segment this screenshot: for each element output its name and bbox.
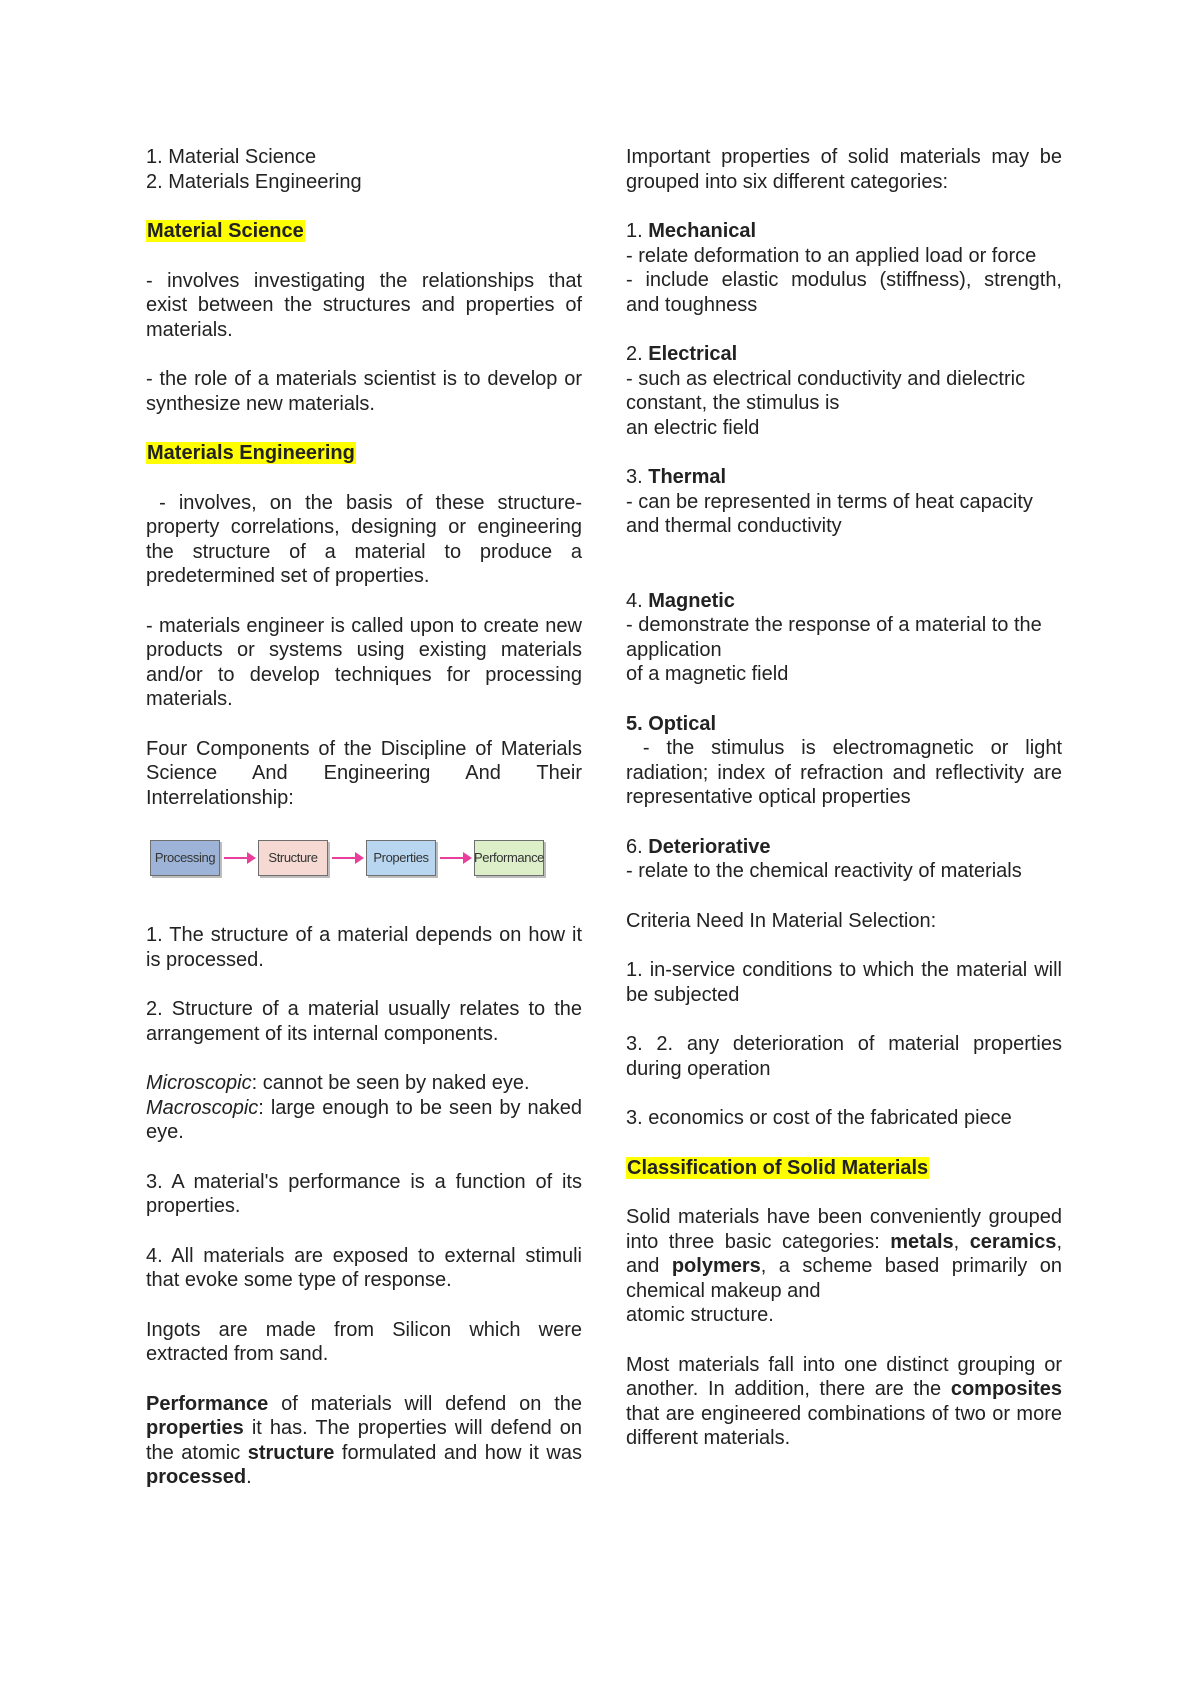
- electrical-line-2: an electric field: [626, 416, 760, 439]
- title-text: Mechanical: [648, 220, 757, 242]
- text: that are engineered combinations of two or more different materials.: [626, 1402, 1062, 1449]
- criteria-item-2: 3. 2. any deterioration of material properties during operation: [626, 1033, 1062, 1080]
- classification-paragraph: [626, 1205, 1062, 1303]
- text: , and: [626, 1230, 1062, 1277]
- text: Most materials fall into one distinct grouping or another. In addition, there are the: [626, 1353, 1062, 1400]
- number: 6.: [626, 835, 649, 858]
- arrow-right-icon: [436, 840, 474, 876]
- thermal-line-1: - can be represented in terms of heat capacity and thermal conductivity: [626, 490, 1033, 537]
- properties-box: Properties: [366, 840, 436, 876]
- materials-engineering-paragraph-1: - involves, on the basis of these structure-property correlations, designing or engineering the structure of a material to produce a predetermined set of properties.: [146, 491, 588, 587]
- electrical-line-1: - such as electrical conductivity and dielectric constant, the stimulus is: [626, 367, 1026, 414]
- properties-intro: Important properties of solid materials may be grouped into six different categories:: [626, 146, 1062, 193]
- bold-term: processed: [146, 1466, 247, 1488]
- title-text: Deteriorative: [648, 835, 771, 858]
- arrow-right-icon: [328, 840, 366, 876]
- point-1: 1. The structure of a material depends on how it is processed.: [146, 924, 582, 971]
- materials-engineering-heading-text: Materials Engineering: [147, 442, 355, 464]
- list-item-materials-engineering: 2. Materials Engineering: [146, 170, 362, 193]
- bold-term: Performance: [146, 1392, 269, 1415]
- text: ,: [953, 1230, 970, 1253]
- bold-term: ceramics: [969, 1230, 1057, 1253]
- text: formulated and how it was: [334, 1441, 582, 1464]
- arrow-right-icon: [220, 840, 258, 876]
- point-4: 4. All materials are exposed to external stimuli that evoke some type of response.: [146, 1244, 582, 1291]
- text: Solid materials have been conveniently grouped into three basic categories:: [626, 1206, 1062, 1253]
- microscopic-definition: [146, 1071, 582, 1096]
- bold-term: composites: [950, 1378, 1062, 1400]
- optical-title: [626, 712, 1062, 737]
- classification-heading: [626, 1156, 1062, 1181]
- list-item-material-science: 1. Material Science: [146, 146, 317, 168]
- deteriorative-title: [626, 835, 1062, 860]
- right-column: [626, 145, 1068, 1476]
- optical-line-1: - the stimulus is electromagnetic or light radiation; index of refraction and reflectivity are representative optical properties: [626, 737, 1068, 808]
- deteriorative-line-1: - relate to the chemical reactivity of materials: [626, 860, 1022, 882]
- material-science-paragraph-1: - involves investigating the relationships that exist between the structures and properties of materials.: [146, 269, 582, 341]
- bold-term: structure: [247, 1441, 335, 1464]
- materials-engineering-paragraph-2: - materials engineer is called upon to create new products or systems using existing materials and/or to develop techniques for processing materials.: [146, 614, 582, 710]
- title-text: Magnetic: [648, 589, 735, 612]
- magnetic-line-1: - demonstrate the response of a material to the application: [626, 614, 1042, 661]
- ingots-note: Ingots are made from Silicon which were extracted from sand.: [146, 1318, 582, 1365]
- criteria-heading: Criteria Need In Material Selection:: [626, 909, 937, 932]
- composites-paragraph: [626, 1353, 1062, 1451]
- spacer: [146, 466, 582, 491]
- material-science-heading-text: Material Science: [147, 220, 304, 242]
- bold-term: polymers: [671, 1255, 761, 1277]
- classification-heading-text: Classification of Solid Materials: [627, 1156, 929, 1179]
- text: , a scheme based primarily on chemical makeup and: [626, 1255, 1062, 1302]
- point-3: 3. A material's performance is a function of its properties.: [146, 1170, 582, 1217]
- mechanical-line-2: - include elastic modulus (stiffness), strength, and toughness: [626, 269, 1062, 316]
- structure-box: Structure: [258, 840, 328, 876]
- magnetic-line-2: of a magnetic field: [626, 663, 789, 685]
- text: it has. The properties will defend on the atomic: [146, 1417, 582, 1464]
- magnetic-title: [626, 589, 1062, 614]
- left-column: [146, 145, 588, 1515]
- spacer: [626, 539, 1062, 589]
- title-text: 5. Optical: [626, 712, 717, 735]
- criteria-item-3: 3. economics or cost of the fabricated piece: [626, 1107, 1012, 1129]
- mechanical-line-1: - relate deformation to an applied load or force: [626, 244, 1037, 267]
- processing-box: Processing: [150, 840, 220, 876]
- electrical-title: [626, 342, 1062, 367]
- classification-paragraph-end: atomic structure.: [626, 1304, 774, 1326]
- number: 3.: [626, 466, 649, 488]
- discipline-flow-diagram: [150, 840, 582, 876]
- microscopic-text: : cannot be seen by naked eye.: [251, 1072, 530, 1094]
- bold-term: properties: [146, 1417, 244, 1439]
- macroscopic-term: Macroscopic: [146, 1096, 259, 1119]
- macroscopic-definition: [146, 1096, 582, 1145]
- title-text: Electrical: [648, 343, 738, 365]
- microscopic-term: Microscopic: [146, 1072, 252, 1094]
- spacer: [146, 244, 582, 269]
- number: 4.: [626, 589, 649, 612]
- title-text: Thermal: [648, 466, 727, 488]
- materials-engineering-heading: [146, 441, 582, 466]
- performance-summary: [146, 1392, 582, 1490]
- number: 1.: [626, 220, 649, 242]
- bold-term: metals: [890, 1230, 954, 1253]
- components-intro: Four Components of the Discipline of Materials Science And Engineering And Their Interrelationship:: [146, 737, 582, 809]
- text: of materials will defend on the: [268, 1392, 582, 1415]
- criteria-item-1: 1. in-service conditions to which the material will be subjected: [626, 959, 1062, 1006]
- point-2: 2. Structure of a material usually relates to the arrangement of its internal components.: [146, 998, 582, 1045]
- number: 2.: [626, 343, 649, 365]
- material-science-heading: [146, 219, 582, 244]
- material-science-paragraph-2: - the role of a materials scientist is to develop or synthesize new materials.: [146, 368, 582, 415]
- text: .: [246, 1466, 252, 1488]
- macroscopic-text: : large enough to be seen by naked eye.: [146, 1096, 582, 1143]
- thermal-title: [626, 465, 1062, 490]
- mechanical-title: [626, 219, 1062, 244]
- performance-box: Performance: [474, 840, 544, 876]
